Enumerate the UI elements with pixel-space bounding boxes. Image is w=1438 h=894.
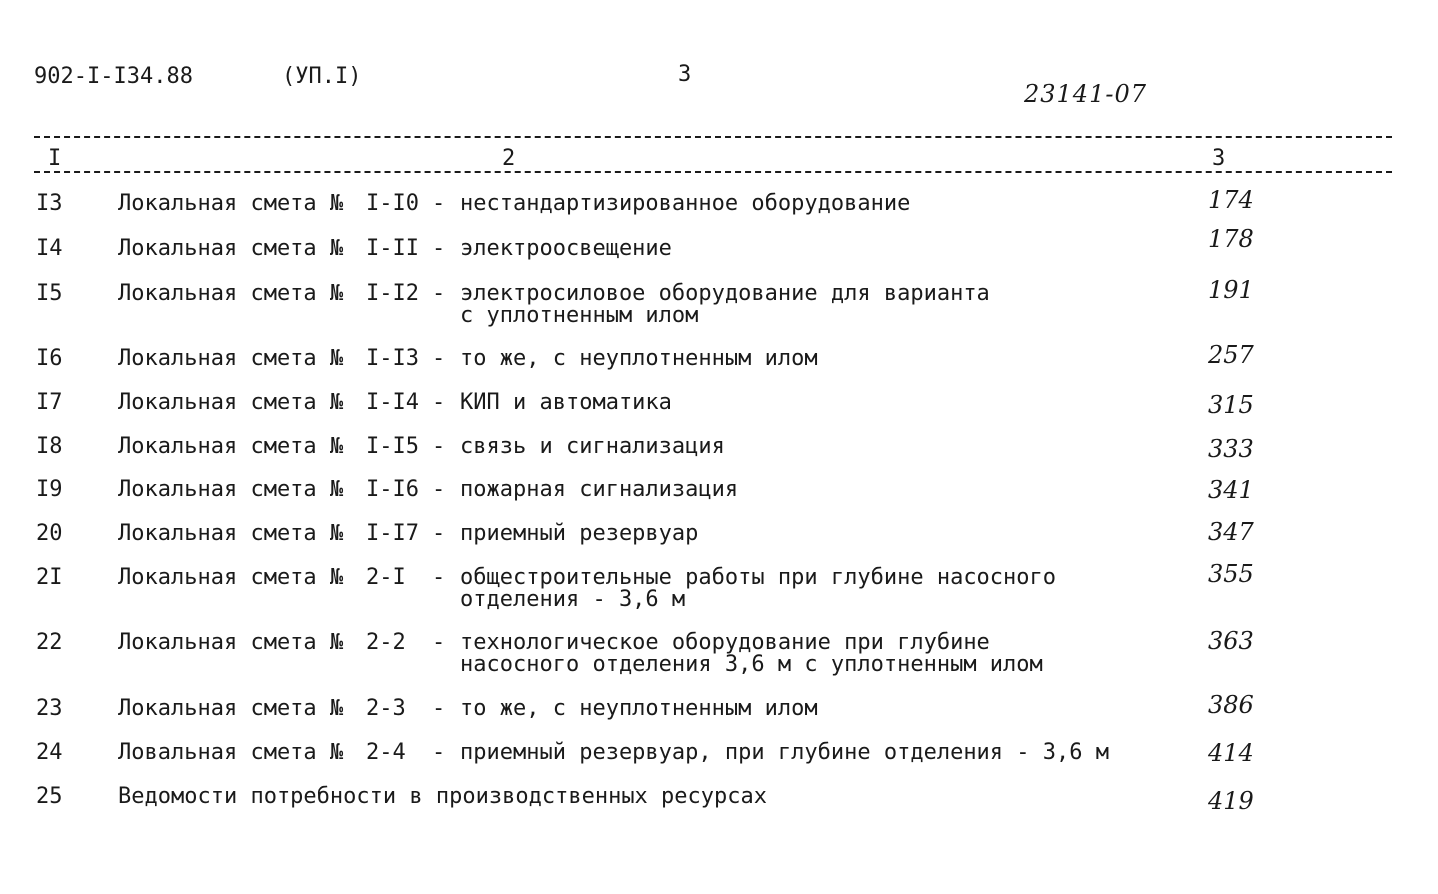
row-description-continued: насосного отделения 3,6 м с уплотненным илом [460, 652, 1043, 677]
row-page: 419 [1208, 787, 1254, 815]
row-code: I-I4 [366, 390, 419, 415]
row-code: I-I2 [366, 281, 419, 306]
row-label: Локальная смета № [118, 236, 344, 261]
row-page: 414 [1208, 739, 1254, 767]
row-description: нестандартизированное оборудование [460, 191, 911, 216]
row-page: 191 [1208, 276, 1254, 304]
row-label: Локальная смета № [118, 521, 344, 546]
row-number: I9 [36, 477, 63, 502]
row-label: Локальная смета № [118, 477, 344, 502]
row-page: 341 [1208, 476, 1254, 504]
row-number: I6 [36, 346, 63, 371]
row-code: I-I0 [366, 191, 419, 216]
column-header-2: 2 [502, 146, 516, 171]
row-page: 257 [1208, 341, 1254, 369]
row-code: I-I5 [366, 434, 419, 459]
row-page: 178 [1208, 225, 1254, 253]
row-description: пожарная сигнализация [460, 477, 739, 502]
doc-code: 902-I-I34.88 [34, 64, 193, 89]
row-label: Локальная смета № [118, 630, 344, 655]
column-header-3: 3 [1212, 146, 1226, 171]
row-code: I-I3 [366, 346, 419, 371]
row-label: Локальная смета № [118, 434, 344, 459]
row-number: 2I [36, 565, 63, 590]
row-code: 2-4 [366, 740, 406, 765]
row-number: I4 [36, 236, 63, 261]
row-description: приемный резервуар, при глубине отделения - 3,6 м [460, 740, 1110, 765]
row-description: то же, с неуплотненным илом [460, 696, 818, 721]
row-description: приемный резервуар [460, 521, 699, 546]
row-label: Локальная смета № [118, 191, 344, 216]
row-number: 22 [36, 630, 63, 655]
row-separator: - [432, 740, 446, 765]
row-description: электросиловое оборудование для варианта [460, 281, 990, 306]
row-description: технологическое оборудование при глубине [460, 630, 990, 655]
row-page: 333 [1208, 435, 1254, 463]
row-page: 174 [1208, 186, 1254, 214]
row-label: Локальная смета № [118, 565, 344, 590]
row-page: 315 [1208, 391, 1254, 419]
row-label: Локальная смета № [118, 390, 344, 415]
row-number: I7 [36, 390, 63, 415]
row-description-continued: с уплотненным илом [460, 303, 699, 328]
column-header-1: I [48, 146, 62, 171]
table-header-rule [34, 171, 1392, 173]
row-separator: - [432, 521, 446, 546]
row-code: 2-3 [366, 696, 406, 721]
row-label: Локальная смета № [118, 281, 344, 306]
row-number: 20 [36, 521, 63, 546]
row-separator: - [432, 346, 446, 371]
row-code: 2-I [366, 565, 406, 590]
row-code: I-II [366, 236, 419, 261]
table-top-rule [34, 136, 1392, 138]
row-separator: - [432, 477, 446, 502]
row-separator: - [432, 191, 446, 216]
row-separator: - [432, 236, 446, 261]
row-page: 363 [1208, 627, 1254, 655]
row-label: Ловальная смета № [118, 740, 344, 765]
row-number: 25 [36, 784, 63, 809]
row-description: электроосвещение [460, 236, 672, 261]
row-number: I8 [36, 434, 63, 459]
album-label: (УП.I) [282, 64, 362, 89]
row-description: связь и сигнализация [460, 434, 725, 459]
row-separator: - [432, 434, 446, 459]
row-description: общестроительные работы при глубине насосного [460, 565, 1057, 590]
row-label: Ведомости потребности в производственных ресурсах [118, 784, 768, 809]
row-label: Локальная смета № [118, 346, 344, 371]
row-label: Локальная смета № [118, 696, 344, 721]
row-separator: - [432, 281, 446, 306]
row-separator: - [432, 390, 446, 415]
row-page: 355 [1208, 560, 1254, 588]
row-description: КИП и автоматика [460, 390, 672, 415]
row-number: I3 [36, 191, 63, 216]
handwritten-number: 23141-07 [1024, 80, 1147, 108]
page-number: 3 [678, 62, 692, 87]
row-page: 386 [1208, 691, 1254, 719]
row-code: I-I7 [366, 521, 419, 546]
row-separator: - [432, 565, 446, 590]
row-code: I-I6 [366, 477, 419, 502]
row-page: 347 [1208, 518, 1254, 546]
row-separator: - [432, 696, 446, 721]
row-number: I5 [36, 281, 63, 306]
row-description-continued: отделения - 3,6 м [460, 587, 686, 612]
row-number: 23 [36, 696, 63, 721]
row-description: то же, с неуплотненным илом [460, 346, 818, 371]
row-separator: - [432, 630, 446, 655]
row-number: 24 [36, 740, 63, 765]
row-code: 2-2 [366, 630, 406, 655]
